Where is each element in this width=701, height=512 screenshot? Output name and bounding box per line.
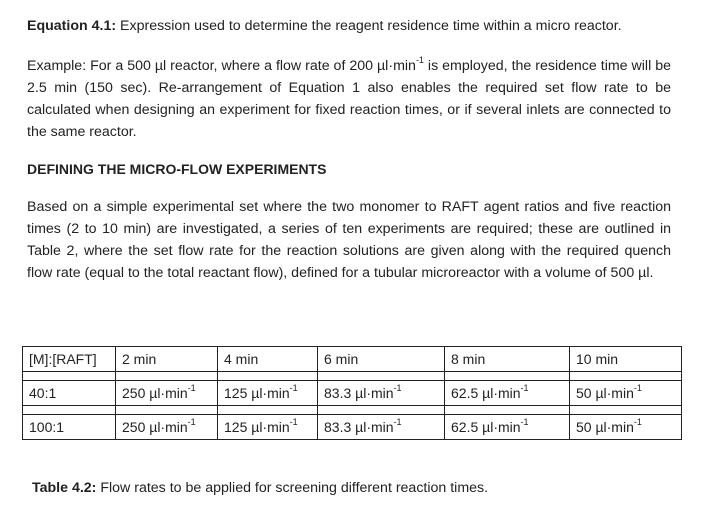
rate-cell: 62.5 $\mu l\cdot\min^{-1}$: [445, 415, 570, 440]
table-caption-text: Flow rates to be applied for screening different reaction times.: [100, 480, 489, 496]
ratio-cell: 100:1: [23, 415, 116, 440]
equation-caption-text: Expression used to determine the reagent residence time within a micro reactor.: [120, 18, 622, 34]
table-header-cell: 6 min: [318, 347, 445, 372]
rate-cell: 83.3 $\mu l\cdot\min^{-1}$: [318, 381, 445, 406]
rate-cell: 62.5 $\mu l\cdot\min^{-1}$: [445, 381, 570, 406]
table-header-row: [23, 347, 682, 372]
table-header-cell: [M]:[RAFT]: [23, 347, 116, 372]
body-paragraph: Based on a simple experimental set where the two monomer to RAFT agent ratios and five reaction times (2 to 10 min) are investigated, a series of ten experiments are required; these are outlined in Table 2, where the set flow rate for the reaction solutions are given along with the required quench flow rate (equal to the total reactant flow), defined for a tubular microreactor with a volume of 500 µl.: [27, 199, 671, 281]
example-text-start: Example: For a 500 µl reactor, where a flow rate of 200 µl·min: [27, 58, 416, 74]
flow-rate-table: [22, 346, 682, 440]
table-header-cell: 4 min: [218, 347, 318, 372]
example-paragraph: [27, 55, 671, 143]
rate-cell: 50 $\mu l\cdot\min^{-1}$: [570, 415, 682, 440]
example-exponent: -1: [415, 55, 424, 66]
rate-cell: 250 $\mu l\cdot\min^{-1}$: [116, 415, 218, 440]
equation-caption-label: Equation 4.1:: [27, 18, 117, 34]
rate-cell: 83.3 $\mu l\cdot\min^{-1}$: [318, 415, 445, 440]
rate-cell: 250 $\mu l\cdot\min^{-1}$: [116, 381, 218, 406]
section-heading: DEFINING THE MICRO-FLOW EXPERIMENTS: [27, 161, 327, 177]
equation-caption: [27, 15, 671, 37]
rate-cell: 50 $\mu l\cdot\min^{-1}$: [570, 381, 682, 406]
ratio-cell: 40:1: [23, 381, 116, 406]
table-row: [23, 415, 682, 440]
table-header-cell: 8 min: [445, 347, 570, 372]
table-caption: [32, 478, 488, 498]
table-row: [23, 381, 682, 406]
table-caption-label: Table 4.2:: [32, 480, 97, 496]
table-header-cell: 10 min: [570, 347, 682, 372]
rate-cell: 125 $\mu l\cdot\min^{-1}$: [218, 381, 318, 406]
table-header-cell: 2 min: [116, 347, 218, 372]
example-text-end: is employed, the residence time will be 2.5 min (150 sec). Re-arrangement of Equation 1 also enables the required set flow rate to be calculated when designing an experiment for fixed reaction times, or if several inlets are connected to the same reactor.: [27, 58, 671, 140]
rate-cell: 125 $\mu l\cdot\min^{-1}$: [218, 415, 318, 440]
